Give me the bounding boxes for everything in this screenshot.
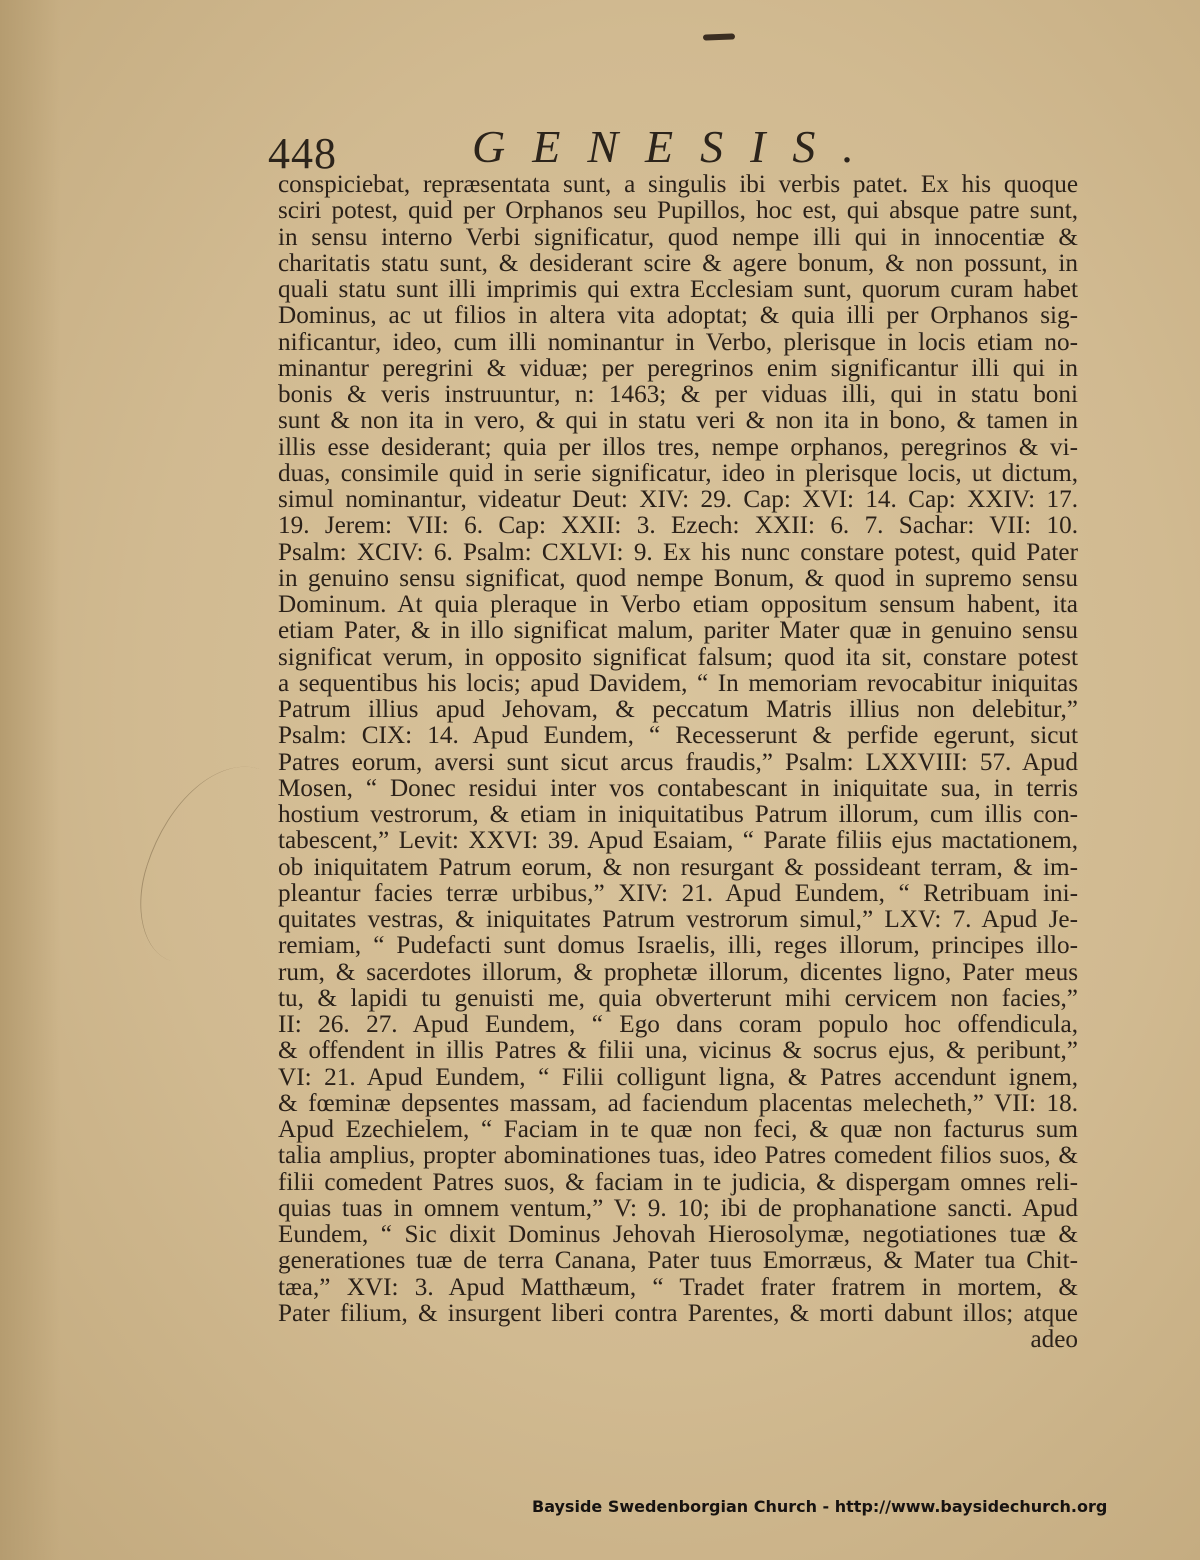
catchword: adeo — [1030, 1327, 1078, 1353]
text-line: significat verum, in opposito significat falsum; quod ita sit, constare potest — [278, 644, 1078, 671]
text-line: duas, consimile quid in serie significatur, ideo in plerisque locis, ut dictum, — [278, 460, 1078, 487]
text-line: tu, & lapidi tu genuisti me, quia obverterunt mihi cervicem non facies,” — [278, 985, 1078, 1012]
text-line: Patrum illius apud Jehovam, & peccatum Matris illius non delebitur,” — [278, 697, 1078, 723]
text-line: Pater filium, & insurgent liberi contra Parentes, & morti dabunt illos; atque — [278, 1300, 1078, 1327]
text-line: quitates vestras, & iniquitates Patrum vestrorum simul,” LXV: 7. Apud Je- — [278, 907, 1078, 933]
text-line: sunt & non ita in vero, & qui in statu veri & non ita in bono, & tamen in — [278, 408, 1078, 435]
text-line: filii comedent Patres suos, & faciam in te judicia, & dispergam omnes reli- — [278, 1169, 1078, 1196]
text-line: Mosen, “ Donec residui inter vos contabescant in iniquitate sua, in terris — [278, 775, 1078, 802]
text-line: conspiciebat, repræsentata sunt, a singulis ibi verbis patet. Ex his quoque — [278, 172, 1078, 198]
text-line: Dominum. At quia pleraque in Verbo etiam oppositum sensum habent, ita — [278, 592, 1078, 618]
text-line: Patres eorum, aversi sunt sicut arcus fraudis,” Psalm: LXXVIII: 57. Apud — [278, 749, 1078, 776]
text-line: & offendent in illis Patres & filii una, vicinus & socrus ejus, & peribunt,” — [278, 1038, 1078, 1065]
text-line: simul nominantur, videatur Deut: XIV: 29. Cap: XVI: 14. Cap: XXIV: 17. — [278, 487, 1078, 513]
text-line: remiam, “ Pudefacti sunt domus Israelis, illi, reges illorum, principes illo- — [278, 933, 1078, 960]
text-line: II: 26. 27. Apud Eundem, “ Ego dans coram populo hoc offendicula, — [278, 1012, 1078, 1038]
text-line: illis esse desiderant; quia per illos tres, nempe orphanos, peregrinos & vi- — [278, 434, 1078, 461]
text-line: in sensu interno Verbi significatur, quod nempe illi qui in innocentiæ & — [278, 224, 1078, 251]
footer-credit: Bayside Swedenborgian Church - http://www.baysidechurch.org — [532, 1497, 1108, 1516]
text-line: pleantur facies terræ urbibus,” XIV: 21. Apud Eundem, “ Retribuam ini- — [278, 880, 1078, 907]
body-text — [278, 172, 1078, 1353]
text-line: 19. Jerem: VII: 6. Cap: XXII: 3. Ezech: XXII: 6. 7. Sachar: VII: 10. — [278, 513, 1078, 540]
text-line: talia amplius, propter abominationes tuas, ideo Patres comedent filios suos, & — [278, 1143, 1078, 1170]
text-line: generationes tuæ de terra Canana, Pater tuus Emorræus, & Mater tua Chit- — [278, 1248, 1078, 1275]
text-line: nificantur, ideo, cum illi nominantur in Verbo, plerisque in locis etiam no- — [278, 329, 1078, 356]
text-line: rum, & sacerdotes illorum, & prophetæ illorum, dicentes ligno, Pater meus — [278, 959, 1078, 986]
text-line: Dominus, ac ut filios in altera vita adoptat; & quia illi per Orphanos sig- — [278, 303, 1078, 330]
text-line: hostium vestrorum, & etiam in iniquitatibus Patrum illorum, cum illis con- — [278, 802, 1078, 828]
text-line: Psalm: CIX: 14. Apud Eundem, “ Recesserunt & perfide egerunt, sicut — [278, 723, 1078, 750]
text-line: ob iniquitatem Patrum eorum, & non resurgant & possideant terram, & im- — [278, 854, 1078, 881]
text-line: etiam Pater, & in illo significat malum, pariter Mater quæ in genuino sensu — [278, 618, 1078, 645]
text-line: tabescent,” Levit: XXVI: 39. Apud Esaiam, “ Parate filiis ejus mactationem, — [278, 828, 1078, 855]
text-line: quali statu sunt illi imprimis qui extra Ecclesiam sunt, quorum curam habet — [278, 277, 1078, 303]
text-line: charitatis statu sunt, & desiderant scire & agere bonum, & non possunt, in — [278, 250, 1078, 277]
text-line: quias tuas in omnem ventum,” V: 9. 10; ibi de prophanatione sancti. Apud — [278, 1195, 1078, 1222]
ink-blot — [703, 33, 735, 40]
text-line: sciri potest, quid per Orphanos seu Pupillos, hoc est, qui absque patre sunt, — [278, 198, 1078, 225]
text-line: a sequentibus his locis; apud Davidem, “ In memoriam revocabitur iniquitas — [278, 670, 1078, 697]
text-line: tæa,” XVI: 3. Apud Matthæum, “ Tradet frater fratrem in mortem, & — [278, 1274, 1078, 1301]
text-line: bonis & veris instruuntur, n: 1463; & per viduas illi, qui in statu boni — [278, 382, 1078, 408]
text-line: VI: 21. Apud Eundem, “ Filii colligunt ligna, & Patres accendunt ignem, — [278, 1064, 1078, 1091]
text-line: minantur peregrini & viduæ; per peregrinos enim significantur illi qui in — [278, 355, 1078, 382]
text-line: Apud Ezechielem, “ Faciam in te quæ non feci, & quæ non facturus sum — [278, 1117, 1078, 1143]
page-number: 448 — [268, 129, 337, 178]
page-gutter-shadow — [0, 0, 60, 1560]
running-title: GENESIS. — [472, 121, 881, 172]
text-line: Eundem, “ Sic dixit Dominus Jehovah Hierosolymæ, negotiationes tuæ & — [278, 1222, 1078, 1248]
text-line: & fœminæ depsentes massam, ad faciendum placentas melecheth,” VII: 18. — [278, 1090, 1078, 1117]
text-line: Psalm: XCIV: 6. Psalm: CXLVI: 9. Ex his nunc constare potest, quid Pater — [278, 539, 1078, 566]
text-line: in genuino sensu significat, quod nempe Bonum, & quod in supremo sensu — [278, 565, 1078, 592]
